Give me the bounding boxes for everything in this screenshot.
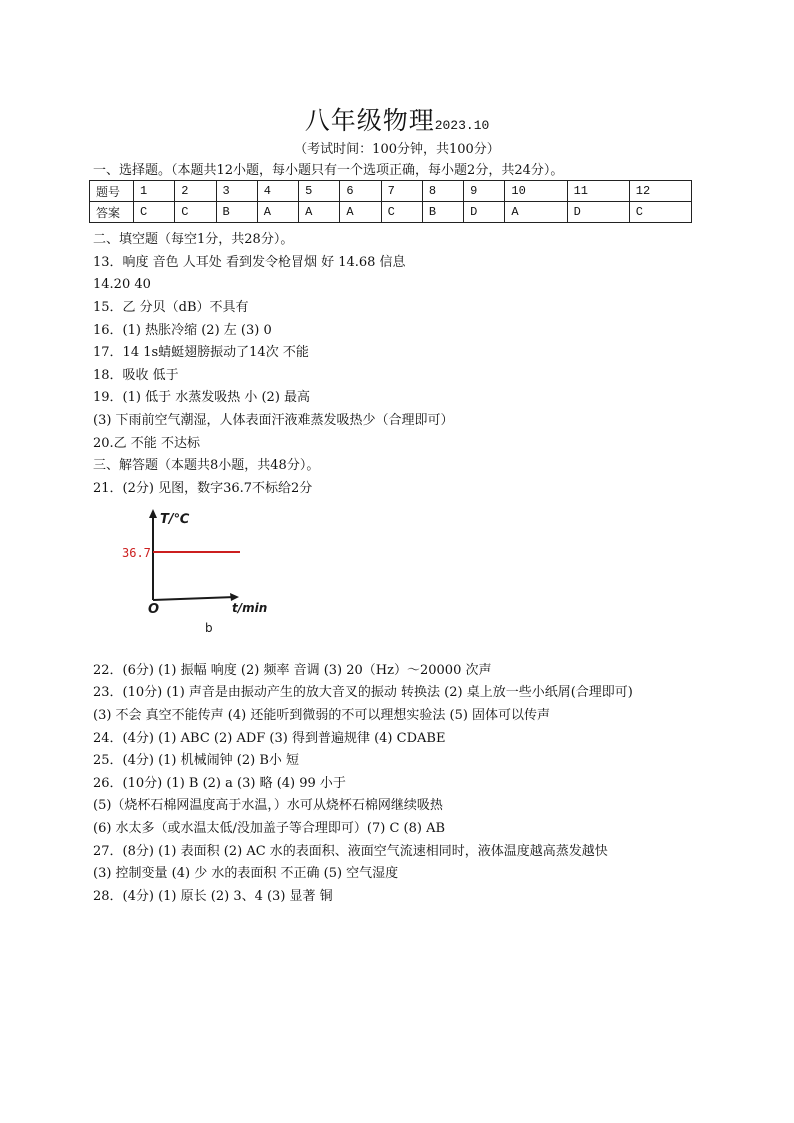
x-axis-arrow [230, 593, 239, 601]
table-cell: C [175, 202, 216, 223]
y-axis-label: T/℃ [160, 512, 190, 527]
page-title [0, 101, 794, 137]
table-cell: D [567, 202, 629, 223]
table-cell: B [422, 202, 463, 223]
answer-line-19-cont: (3) 下雨前空气潮湿，人体表面汗液难蒸发吸热少（合理即可） [93, 413, 454, 428]
section-2-heading: 二、填空题（每空1分，共28分）。 [93, 232, 294, 247]
table-row-answers [90, 202, 692, 223]
table-cell: 9 [464, 181, 505, 202]
table-cell: C [134, 202, 175, 223]
x-axis [153, 597, 235, 600]
answer-table [89, 180, 692, 223]
section-3-heading: 三、解答题（本题共8小题，共48分）。 [93, 458, 320, 473]
answer-line-20: 20.乙 不能 不达标 [93, 436, 200, 451]
temperature-graph [115, 505, 275, 637]
answer-line-15: 15．乙 分贝（dB）不具有 [93, 300, 249, 315]
answer-line-28: 28．(4分) (1) 原长 (2) 3、4 (3) 显著 铜 [93, 889, 333, 904]
answer-line-27: 27．(8分) (1) 表面积 (2) AC 水的表面积、液面空气流速相同时，液体温度越高蒸发越快 [93, 844, 608, 859]
answer-line-26-cont-2: (6) 水太多（或水温太低/没加盖子等合理即可）(7) C (8) AB [93, 821, 446, 836]
table-cell: 4 [257, 181, 298, 202]
table-cell: 2 [175, 181, 216, 202]
answer-line-23-cont: (3) 不会 真空不能传声 (4) 还能听到微弱的不可以理想实验法 (5) 固体可以传声 [93, 708, 551, 723]
answer-line-25: 25．(4分) (1) 机械闹钟 (2) B小 短 [93, 753, 300, 768]
table-row-numbers [90, 181, 692, 202]
table-cell: A [257, 202, 298, 223]
origin-label: O [148, 602, 160, 617]
table-cell: 12 [629, 181, 691, 202]
answer-line-18: 18．吸收 低于 [93, 368, 179, 383]
table-cell: A [299, 202, 340, 223]
x-axis-label: t/min [232, 601, 268, 615]
answer-line-22: 22．(6分) (1) 振幅 响度 (2) 频率 音调 (3) 20（Hz）～20000 次声 [93, 663, 492, 678]
table-cell: 10 [505, 181, 567, 202]
table-cell: 3 [216, 181, 257, 202]
section-1-heading: 一、选择题。（本题共12小题，每小题只有一个选项正确，每小题2分，共24分）。 [93, 163, 564, 178]
row-label-answer: 答案 [90, 202, 134, 223]
answer-line-23: 23．(10分) (1) 声音是由振动产生的放大音叉的振动 转换法 (2) 桌上放一些小纸屑(合理即可) [93, 685, 633, 700]
answer-line-16: 16．(1) 热胀冷缩 (2) 左 (3) 0 [93, 323, 272, 338]
table-cell: 5 [299, 181, 340, 202]
answer-line-14: 14.20 40 [93, 277, 151, 292]
table-cell: 7 [381, 181, 422, 202]
y-axis-arrow [149, 509, 157, 518]
table-cell: D [464, 202, 505, 223]
table-cell: 11 [567, 181, 629, 202]
answer-line-24: 24．(4分) (1) ABC (2) ADF (3) 得到普遍规律 (4) CDABE [93, 731, 446, 746]
row-label-number: 题号 [90, 181, 134, 202]
exam-time-note: （考试时间：100分钟，共100分） [294, 142, 500, 157]
title-text: 八年级物理 [304, 106, 435, 135]
table-cell: 6 [340, 181, 381, 202]
value-label: 36.7 [122, 546, 151, 560]
answer-line-26-cont-1: (5)（烧杯石棉网温度高于水温，）水可从烧杯石棉网继续吸热 [93, 798, 443, 813]
table-cell: 8 [422, 181, 463, 202]
table-cell: C [381, 202, 422, 223]
answer-line-26: 26．(10分) (1) B (2) a (3) 略 (4) 99 小于 [93, 776, 346, 791]
answer-line-27-cont: (3) 控制变量 (4) 少 水的表面积 不正确 (5) 空气湿度 [93, 866, 399, 881]
title-date: 2023.10 [434, 118, 490, 133]
graph-caption: b [205, 621, 213, 635]
table-cell: B [216, 202, 257, 223]
table-cell: C [629, 202, 691, 223]
answer-line-13: 13．响度 音色 人耳处 看到发令枪冒烟 好 14.68 信息 [93, 255, 406, 270]
table-cell: A [340, 202, 381, 223]
table-cell: 1 [134, 181, 175, 202]
answer-line-21: 21．(2分) 见图，数字36.7不标给2分 [93, 481, 313, 496]
answer-line-17: 17．14 1s蜻蜓翅膀振动了14次 不能 [93, 345, 309, 360]
answer-line-19: 19．(1) 低于 水蒸发吸热 小 (2) 最高 [93, 390, 311, 405]
table-cell: A [505, 202, 567, 223]
